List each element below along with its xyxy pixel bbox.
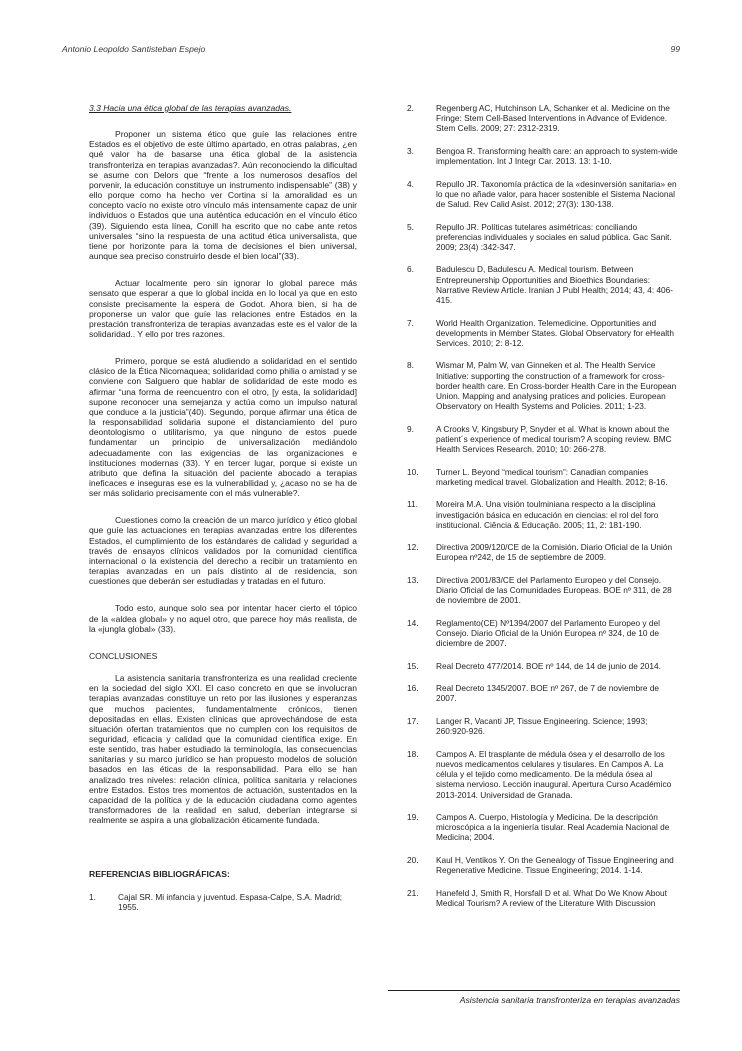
reference-number: 14. (407, 617, 419, 628)
reference-text: Cajal SR. Mi infancia y juventud. Espasa-Calpe, S.A. Madrid; 1955. (118, 891, 343, 912)
reference-text: Real Decreto 477/2014. BOE nº 144, de 14 de junio de 2014. (436, 660, 661, 671)
left-column (89, 103, 357, 912)
reference-text: Hanefeld J, Smith R, Horsfall D et al. What Do We Know About Medical Tourism? A review of the Literature With Discussion (436, 887, 667, 908)
reference-text: Repullo JR. Políticas tutelares asimétricas: conciliando preferencias individuales y sociales en salud pública. Gac Sanit. 2009; 23(4) :342-347. (436, 221, 672, 252)
reference-text: Kaul H, Ventikos Y. On the Genealogy of Tissue Engineering and Regenerative Medicine. Tissue Engineering; 2014. 1-14. (436, 854, 674, 876)
reference-text: Reglamento(CE) Nº1394/2007 del Parlamento Europeo y del Consejo. Diario Oficial de la Unión Europea nº 324, de 10 de diciembre de 2007. (436, 617, 660, 649)
reference-item (407, 618, 681, 649)
reference-number: 13. (407, 574, 419, 585)
body-paragraph: Todo esto, aunque solo sea por intentar hacer cierto el tópico de la «aldea global» y no aquel otro, que parece hoy más realista, de la «jungla global» (33). (89, 603, 357, 634)
reference-number: 9. (407, 423, 414, 434)
reference-item (407, 749, 681, 800)
reference-item (407, 542, 681, 562)
reference-text: Directiva 2001/83/CE del Parlamento Europeo y del Consejo. Diario Oficial de las Comunidades Europeas. BOE nº 311, de 28 de noviembre de 2001. (436, 574, 672, 606)
reference-item (407, 103, 681, 134)
body-paragraph: Cuestiones como la creación de un marco jurídico y ético global que guíe las actuaciones en terapias avanzadas entre los diferentes Estados, el cumplimiento de los estándares de calidad y seguridad a través de ensayos clínicos validados por la comunidad científica internacional o la existencia del derecho a recibir un tratamiento en terapias avanzadas en un país distinto al de residencia, son cuestiones que deberán ser estudiadas y tratadas en el futuro. (89, 515, 357, 587)
reference-number: 5. (407, 221, 414, 232)
reference-number: 20. (407, 854, 419, 865)
reference-item (407, 888, 681, 908)
references-list (407, 103, 681, 920)
section-heading: 3.3 Hacia una ética global de las terapias avanzadas. (89, 103, 292, 113)
footer-journal-title: Asistencia sanitaria transfronteriza en terapias avanzadas (459, 995, 680, 1005)
running-head (62, 44, 680, 58)
reference-item (407, 360, 681, 411)
reference-text: Badulescu D, Badulescu A. Medical tourism. Between Entrepreunership Opportunities and Bioethics Boundaries: Narrative Review Article. Iranian J Publ Health; 2014; 43, 4: 406-415. (436, 264, 674, 306)
reference-text: Langer R, Vacanti JP, Tissue Engineering. Science; 1993; 260:920-926. (436, 715, 648, 737)
reference-item (407, 146, 681, 166)
reference-number: 21. (407, 887, 419, 898)
reference-item (407, 855, 681, 875)
reference-number: 11. (407, 499, 418, 510)
reference-number: 7. (407, 317, 414, 328)
references-heading: REFERENCIAS BIBLIOGRÁFICAS: (89, 869, 230, 880)
conclusions-paragraph: La asistencia sanitaria transfronteriza es una realidad creciente en la sociedad del siglo XXI. El caso concreto en que se involucran terapias avanzadas constituye un reto por las ilusiones y esperanzas que muchos pacientes, fundamentalmente crónicos, tienen depositadas en ellas. Existen clínicas que aprovechándose de esta situación ofertan tratamientos que no cumplen con los requisitos de seguridad, eficacia y calidad que la comunidad científica exige. En este sentido, tras haber estudiado la terminología, las consecuencias sanitarias y su marco jurídico se han propuesto modelos de solución basados en las éticas de la responsabilidad. Para ello se han analizado tres niveles: relación clínica, política sanitaria y relaciones entre Estados. Estos tres momentos de actuación, sustentados en la capacidad de la política y de la educación ciudadana como agentes transformadores de la realidad en salud, deberían integrarse si realmente se aspira a una globalización éticamente fundada. (89, 673, 357, 826)
reference-text: Turner L. Beyond “medical tourism”: Canadian companies marketing medical travel. Globalization and Health. 2012; 8-16. (436, 466, 668, 487)
reference-number: 17. (407, 715, 419, 726)
reference-item (89, 892, 357, 912)
reference-text: Campos A. Cuerpo, Histología y Medicina. De la descripción microscópica a la ingeniería tisular. Real Academia Nacional de Medicina; 2004. (436, 812, 670, 843)
reference-item (407, 683, 681, 703)
reference-text: Repullo JR. Taxonomía práctica de la «desinversión sanitaria» en lo que no añade valor, para hacer sostenible el Sistema Nacional de Salud. Rev Calid Asist. 2012; 27(3): 130-138. (436, 178, 677, 210)
reference-item (407, 575, 681, 606)
reference-number: 12. (407, 542, 419, 553)
reference-item (407, 318, 681, 349)
body-paragraph: Actuar localmente pero sin ignorar lo global parece más sensato que esperar a que lo global incida en lo local ya que en esto consiste precisamente la espera de Godot. Ahora bien, si ha de proponerse un valor que guíe las relaciones entre Estados en la prestación transfronteriza de terapias avanzadas este es el valor de la solidaridad.. Y ello por tres razones. (89, 278, 357, 339)
body-paragraph: Primero, porque se está aludiendo a solidaridad en el sentido clásico de la Ética Nicomaquea; solidaridad como philia o amistad y se conviene con Salguero que hablar de solidaridad de este modo es afirmar “una forma de reencuentro con el otro, [y esta, la solidaridad] supone reconocer una semejanza y actúa como un impulso natural que conduce a la justicia”(40). Segundo, porque afirmar una ética de la responsabilidad solidaria supone el distanciamiento del puro deontologismo o utilitarismo, ya que ninguno de estos puede fundamentar un principio de universalización mediándolo adecuadamente con las exigencias de las organizaciones e instituciones modernas (33). Y en tercer lugar, porque si existe un atributo que defina la situación del paciente abocado a terapias ineficaces e inseguras ese es la vulnerabilidad y, ¿acaso no se ha de ser más solidario precisamente con el más vulnerable?. (89, 356, 357, 499)
reference-number: 15. (407, 660, 419, 671)
footer-divider (388, 990, 680, 991)
reference-number: 19. (407, 812, 419, 822)
reference-item (407, 812, 681, 843)
reference-number: 4. (407, 178, 414, 189)
reference-number: 1. (89, 891, 96, 902)
reference-number: 8. (407, 360, 414, 371)
reference-item (407, 222, 681, 253)
reference-number: 10. (407, 466, 419, 477)
reference-item (407, 264, 681, 305)
running-head-author: Antonio Leopoldo Santisteban Espejo (62, 44, 206, 54)
reference-number: 16. (407, 683, 419, 694)
reference-text: Regenberg AC, Hutchinson LA, Schanker et al. Medicine on the Fringe: Stem Cell-Based Interventions in Advance of Evidence. Stem Cells. 2009; 27: 2312-2319. (436, 103, 670, 134)
reference-item (407, 179, 681, 210)
body-paragraph: Proponer un sistema ético que guíe las relaciones entre Estados es el objetivo de este último apartado, en otras palabras, ¿en qué valor ha de basarse una ética global de la asistencia transfronteriza en terapias avanzadas?. Aún reconociendo la dificultad se asume con Delors que “frente a los numerosos desafíos del porvenir, la educación constituye un instrumento indispensable” (38) y ello porque como ha hecho ver Cortina si la amoralidad es un concepto vacío no existe otro vínculo más intensamente capaz de unir individuos o Estados que una auténtica educación en el vínculo ético (39). Siguiendo esta línea, Conill ha escrito que no cabe ante retos universales “sino la respuesta de una actitud ética universalista, que tiene por horizonte para la toma de decisiones el bien universal, aunque sea preciso construirlo desde el bien local”(33). (89, 129, 357, 262)
reference-item (407, 499, 681, 530)
reference-item (407, 424, 681, 455)
reference-text: Wismar M, Palm W, van Ginneken et al. The Health Service Initiative: supporting the construction of a framework for cross-border health care. En Cross-border Health Care in the European Union. Mapping and analysing pratices and policies. European Observatory on Health Systems and Policies. 2011; 1-23. (436, 360, 677, 412)
reference-item (407, 661, 681, 671)
reference-item (407, 716, 681, 736)
reference-number: 18. (407, 748, 419, 759)
reference-text: Directiva 2009/120/CE de la Comisión. Diario Oficial de la Unión Europea nº242, de 15 de septiembre de 2009. (436, 542, 673, 563)
reference-text: Moreira M.A. Una visión toulminiana respecto a la disciplina investigación básica en educación en ciencias: el rol del foro institucional. Ciência & Educação. 2005; 11, 2: 181-190. (436, 499, 659, 530)
reference-text: Real Decreto 1345/2007. BOE nº 267, de 7 de noviembre de 2007. (436, 683, 660, 704)
reference-item (407, 467, 681, 487)
reference-number: 6. (407, 264, 414, 275)
reference-text: World Health Organization. Telemedicine. Opportunities and developments in Member States. Global Observatory for eHealth Services. 2010; 2: 8-12. (436, 317, 674, 348)
reference-number: 2. (407, 103, 414, 113)
reference-number: 3. (407, 145, 414, 156)
reference-text: Bengoa R. Transforming health care: an approach to system-wide implementation. Int J Integr Car. 2013. 13: 1-10. (436, 145, 678, 167)
reference-text: Campos A. El trasplante de médula ósea y el desarrollo de los nuevos medicamentos celulares y tisulares. En Campos A. La célula y el tejido como medicamento. De la médula ósea al sistema nervioso. Lección inaugural. Apertura Curso Académico 2013-2014. Universidad de Granada. (436, 748, 672, 800)
conclusions-heading: CONCLUSIONES (89, 650, 158, 661)
reference-text: A Crooks V, Kingsbury P, Snyder et al. What is known about the patient´s experience of medical tourism? A scoping review. BMC Health Services Research. 2010; 10: 266-278. (436, 423, 672, 455)
page-number: 99 (670, 44, 680, 54)
